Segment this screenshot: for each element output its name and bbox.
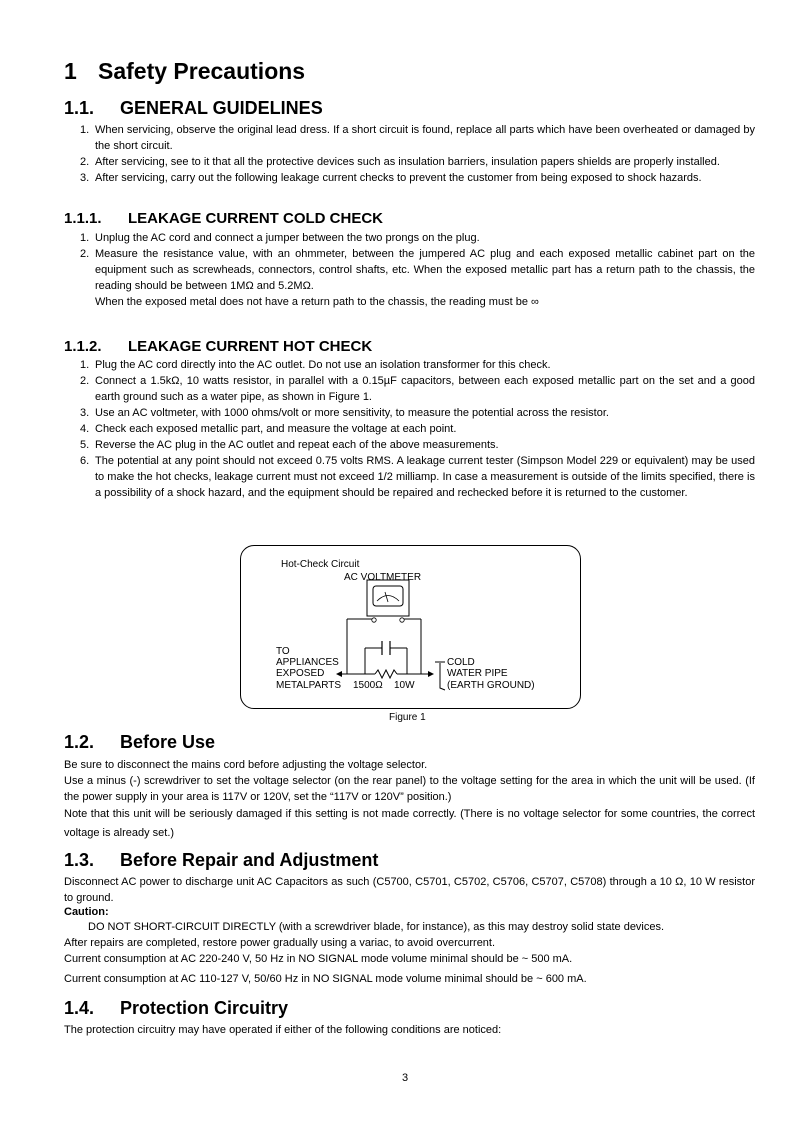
paragraph: Use a minus (-) screwdriver to set the voltage selector (on the rear panel) to the voltage setting for the area in which the unit will be used. (If the power supply in your area is 117V or 120V, set the “117V or 120V” position.) <box>64 775 755 803</box>
protection-text: The protection circuitry may have operated if either of the following conditions are noticed: <box>64 1024 502 1036</box>
general-guidelines-list <box>80 122 755 186</box>
section-title: GENERAL GUIDELINES <box>120 98 323 118</box>
paragraph: Be sure to disconnect the mains cord before adjusting the voltage selector. <box>64 759 428 771</box>
section-heading-general-guidelines <box>64 98 323 119</box>
list-item: 2. Measure the resistance value, with an ohmmeter, between the jumpered AC plug and each exposed metallic cabinet part on the equipment such as screwheads, connectors, control shafts, etc. When the exposed metallic part has a return path to the chassis, the reading should be between 1MΩ and 5.2MΩ. <box>80 248 755 292</box>
caution-text: DO NOT SHORT-CIRCUIT DIRECTLY (with a screwdriver blade, for instance), as this may destroy solid state devices. <box>88 921 665 933</box>
section-number: 1.1.1. <box>64 210 102 227</box>
section-number: 1.1. <box>64 98 95 118</box>
page-title-number: 1 <box>64 58 77 84</box>
resistor-value: 1500Ω <box>353 680 383 691</box>
voltmeter-label: AC VOLTMETER <box>344 572 422 583</box>
before-use-text <box>64 757 755 843</box>
left-label-4: METALPARTS <box>276 680 342 691</box>
list-item: 2. Connect a 1.5kΩ, 10 watts resistor, in parallel with a 0.15µF capacitors, between each exposed metallic part on the set and a good earth ground such as a water pipe, as shown in Figure 1. <box>80 375 755 403</box>
section-title: LEAKAGE CURRENT COLD CHECK <box>128 210 383 227</box>
right-label-2: WATER PIPE <box>447 668 508 679</box>
terminal <box>372 618 376 622</box>
cold-check-list <box>80 230 755 310</box>
figure-title: Hot-Check Circuit <box>281 559 360 570</box>
list-item: 2. After servicing, see to it that all the protective devices such as insulation barriers, insulation papers shields are properly installed. <box>80 156 720 168</box>
page-title <box>64 58 305 85</box>
section-number: 1.1.2. <box>64 338 102 355</box>
list-item: 3. Use an AC voltmeter, with 1000 ohms/volt or more sensitivity, to measure the potential across the resistor. <box>80 407 609 419</box>
resistor-watts: 10W <box>394 680 415 691</box>
list-item: 1. When servicing, observe the original lead dress. If a short circuit is found, replace all parts which have been overheated or damaged by the short circuit. <box>80 124 755 152</box>
section-title: Before Use <box>120 732 216 752</box>
right-label-3: (EARTH GROUND) <box>447 680 535 691</box>
list-item: 1. Plug the AC cord directly into the AC outlet. Do not use an isolation transformer for this check. <box>80 359 551 371</box>
paragraph: Current consumption at AC 220-240 V, 50 Hz in NO SIGNAL mode volume minimal should be ~ 500 mA. <box>64 953 573 965</box>
list-item: 6. The potential at any point should not exceed 0.75 volts RMS. A leakage current tester (Simpson Model 229 or equivalent) may be used to make the hot checks, leakage current must not exceed 1/2 milliamp. In case a measurement is outside of the limits specified, there is a possibility of a shock hazard, and the equipment should be repaired and rechecked before it is returned to the customer. <box>80 455 755 499</box>
page-title-text: Safety Precautions <box>98 58 306 84</box>
hot-check-circuit-figure <box>240 545 581 709</box>
figure-caption: Figure 1 <box>389 712 426 723</box>
hot-check-list <box>80 357 755 501</box>
terminal <box>400 618 404 622</box>
list-item: 5. Reverse the AC plug in the AC outlet and repeat each of the above measurements. <box>80 439 499 451</box>
left-label-1: TO <box>276 646 290 657</box>
section-heading-before-use <box>64 732 215 753</box>
section-title: LEAKAGE CURRENT HOT CHECK <box>128 338 373 355</box>
page-number: 3 <box>402 1072 409 1084</box>
pipe-bracket <box>440 663 445 690</box>
caution-label: Caution: <box>64 906 109 918</box>
paragraph: Disconnect AC power to discharge unit AC Capacitors as such (C5700, C5701, C5702, C5706, C5707, C5708) through a 10 Ω, 10 W resistor to ground. <box>64 876 755 904</box>
arrow-right-icon <box>428 671 434 677</box>
voltmeter-dial <box>373 586 403 606</box>
section-number: 1.3. <box>64 850 95 870</box>
list-item-note: When the exposed metal does not have a return path to the chassis, the reading must be ∞ <box>95 296 539 308</box>
section-title: Protection Circuitry <box>120 998 289 1018</box>
left-label-2: APPLIANCES <box>276 657 339 668</box>
section-heading-hot-check <box>64 338 372 355</box>
list-item: 4. Check each exposed metallic part, and measure the voltage at each point. <box>80 423 457 435</box>
paragraph: Current consumption at AC 110-127 V, 50/60 Hz in NO SIGNAL mode volume minimal should be ~ 600 mA. <box>64 973 587 985</box>
section-number: 1.4. <box>64 998 95 1018</box>
right-label-1: COLD <box>447 657 475 668</box>
section-heading-cold-check <box>64 210 383 227</box>
section-heading-protection <box>64 998 288 1019</box>
paragraph: Note that this unit will be seriously damaged if this setting is not made correctly. (There is no voltage selector for some countries, the correct voltage is already set.) <box>64 808 755 839</box>
arrow-left-icon <box>336 671 342 677</box>
list-item: 3. After servicing, carry out the following leakage current checks to prevent the customer from being exposed to shock hazards. <box>80 172 702 184</box>
resistor <box>375 670 397 678</box>
section-title: Before Repair and Adjustment <box>120 850 379 870</box>
list-item: 1. Unplug the AC cord and connect a jumper between the two prongs on the plug. <box>80 232 480 244</box>
paragraph: After repairs are completed, restore power gradually using a variac, to avoid overcurrent. <box>64 937 496 949</box>
section-number: 1.2. <box>64 732 95 752</box>
left-label-3: EXPOSED <box>276 668 325 679</box>
before-repair-text <box>64 874 755 987</box>
section-heading-before-repair <box>64 850 378 871</box>
